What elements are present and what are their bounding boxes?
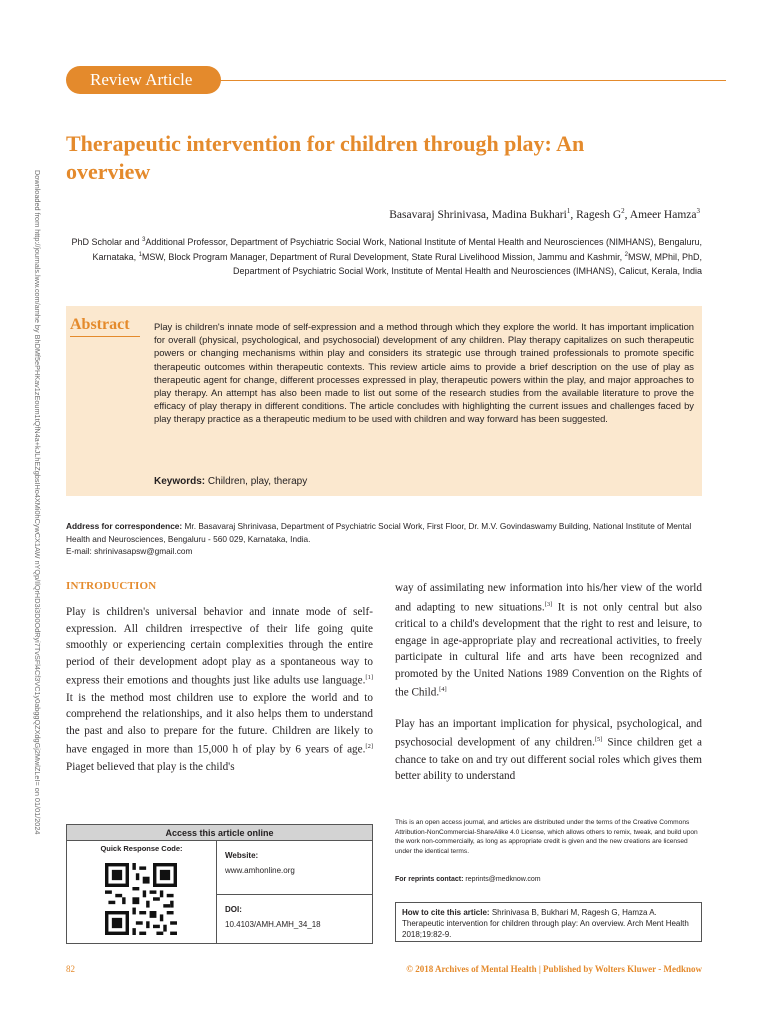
article-type-banner	[66, 66, 726, 94]
affiliation-text: PhD Scholar and	[71, 237, 143, 247]
right-column	[395, 580, 702, 785]
reprints-email[interactable]: reprints@medknow.com	[465, 876, 541, 883]
body-text: Play is children's universal behavior and innate mode of self-expression. All children irrespective of their life going quite smoothly or experiencing certain complexities through the entire period of their development adopt play as a spontaneous way to express their emotions and thoughts just like adults use language.	[66, 606, 373, 688]
keywords-label: Keywords:	[154, 476, 206, 487]
author-name: Ragesh G	[576, 208, 622, 221]
abstract-text: Play is children's innate mode of self-expression and a method through which they explore the world. It has important implication for overall (physical, psychological, and psychosocial) development of any children. Play therapy capitalizes on such therapeutic powers or changing mechanisms within play and considers its strategic use through trained professionals to promote specific therapeutic outcomes within therapeutic contexts. This review article aims to provide a brief description on the use of play as therapeutic agent for change, different processes expressed in play, therapeutic powers within the play, and major approaches to play therapy. An attempt has also been made to list out some of the research studies from the available literature to prove the efficacy of play therapy in different conditions. The article concludes with highlighting the current issues and challenges faced by play therapy practice as a therapeutic medium to be used with children and way forward has been suggested.	[154, 321, 694, 425]
affiliation-text: MSW, Block Program Manager, Department of Rural Development, State Rural Livelihood Mission, Jammu and Kashmir,	[141, 252, 625, 263]
website-cell	[217, 841, 372, 895]
author-name: Basavaraj Shrinivasa	[389, 208, 487, 221]
abstract-box	[66, 306, 702, 496]
affiliation-sup: 2	[624, 252, 628, 259]
citation-ref[interactable]: [1]	[365, 674, 373, 682]
correspondence-label: Address for correspondence:	[66, 521, 183, 531]
keywords	[154, 476, 307, 487]
doi-label: DOI:	[225, 905, 242, 914]
affiliation-sup: 1	[138, 252, 142, 259]
body-text: Since children get a chance to take on and try out different social roles which gives them better ability to understand	[395, 736, 702, 783]
reprints-contact	[395, 876, 541, 883]
affiliation-text: MSW, MPhil, PhD, Department of Psychiatric Social Work, Institute of Mental Health and Neurosciences (IMHANS), Calicut, Kerala, India	[232, 252, 702, 276]
body-paragraph	[395, 716, 702, 785]
citation-text: Shrinivasa B, Bukhari M, Ragesh G, Hamza A. Therapeutic intervention for children through play: An overview. Arch Ment Health 2018;19:82-9.	[402, 908, 689, 939]
citation-ref[interactable]: [5]	[594, 736, 603, 744]
website-label: Website:	[225, 851, 259, 860]
body-text: Piaget believed that play is the child's	[66, 760, 235, 773]
citation-ref[interactable]: [2]	[365, 743, 373, 751]
affiliation-text: Additional Professor, Department of Psychiatric Social Work, National Institute of Mental Health and Neurosciences (NIMHANS), Bengaluru, Karnataka,	[92, 237, 702, 263]
access-heading: Access this article online	[67, 825, 372, 841]
abstract-heading-rule	[70, 336, 140, 337]
banner-rule	[206, 80, 726, 81]
doi-cell	[217, 895, 372, 943]
article-type-label: Review Article	[66, 66, 221, 94]
author-name: Ameer Hamza	[629, 208, 697, 221]
affiliation-sup: 3	[142, 237, 146, 243]
download-note	[18, 170, 44, 1010]
left-column	[66, 580, 373, 775]
author-list: Basavaraj Shrinivasa, Madina Bukhari$^1$, Ragesh $G^2$, Ameer Hamza$^3$	[389, 207, 700, 221]
author-sup: 3	[696, 207, 700, 215]
introduction-heading: INTRODUCTION	[66, 580, 157, 592]
body-text: It is the method most children use to explore the world and to comprehend the relationships, and it also helps them to understand the past and also to prepare for the future. Children are likely to have engaged in more than 15,000 h of play by 6 years of age.	[66, 691, 373, 757]
correspondence-email: E-mail: shrinivasapsw@gmail.com	[66, 546, 193, 556]
access-online-box	[66, 824, 373, 944]
citation-box	[395, 902, 702, 942]
affiliations	[66, 234, 702, 278]
body-paragraph	[395, 580, 702, 702]
page-number: 82	[66, 964, 75, 974]
author-name: Madina Bukhari	[491, 208, 567, 221]
license-note: This is an open access journal, and articles are distributed under the terms of the Creative Commons Attribution-NonCommercial-ShareAlike 4.0 License, which allows others to remix, tweak, and build upon the work non-commercially, as long as appropriate credit is given and the new creations are licensed under the identical terms.	[395, 819, 698, 855]
abstract-heading: Abstract	[70, 316, 130, 333]
citation-label: How to cite this article:	[402, 908, 490, 917]
qr-code-icon[interactable]	[105, 863, 177, 935]
doi-link[interactable]: 10.4103/AMH.AMH_34_18	[225, 920, 321, 929]
body-text: way of assimilating new information into his/her view of the world and adapting to new situations.	[395, 582, 702, 614]
author-sup: 1	[566, 207, 571, 215]
correspondence	[66, 520, 702, 558]
reprints-label: For reprints contact:	[395, 876, 464, 883]
qr-cell	[67, 841, 217, 943]
website-link[interactable]: www.amhonline.org	[225, 866, 295, 875]
body-paragraph	[66, 604, 373, 775]
keywords-value: Children, play, therapy	[207, 476, 308, 487]
correspondence-text: Mr. Basavaraj Shrinivasa, Department of Psychiatric Social Work, First Floor, Dr. M.V. Govindaswamy Building, National Institute of Mental Health and Neurosciences, Bengaluru - 560 029, Karnataka, India.	[66, 521, 692, 544]
author-sup: 2	[621, 207, 625, 215]
body-text: Play has an important implication for physical, psychological, and psychosocial development of any children.	[395, 717, 702, 749]
qr-label: Quick Response Code:	[100, 844, 183, 853]
publisher-footer: © 2018 Archives of Mental Health | Published by Wolters Kluwer - Medknow	[406, 964, 702, 974]
body-text: It is not only central but also critical to a child's development that the right to rest and leisure, to engage in age-appropriate play and recreational activities, to freely participate in cultural life and arts have been recognized and promoted by the United Nations 1989 Convention on the Rights of the Child.	[395, 601, 703, 700]
citation-ref[interactable]: [4]	[439, 686, 447, 694]
download-note-text: Downloaded from http://journals.lww.com/amhe by BhDMf5ePHKav1zEoum1tQfN4a+kJLhEZgbsIHo4XMi0hCywCX1AW nYQp/IlQrHD3i3D0OdRyi7TvSFl4Cf3VC1y0abggQZXdgGj2MwlZLeI= on 01/01/2024	[33, 170, 42, 835]
article-title: Therapeutic intervention for children through play: An overview	[66, 131, 585, 184]
citation-ref[interactable]: [3]	[544, 600, 553, 608]
